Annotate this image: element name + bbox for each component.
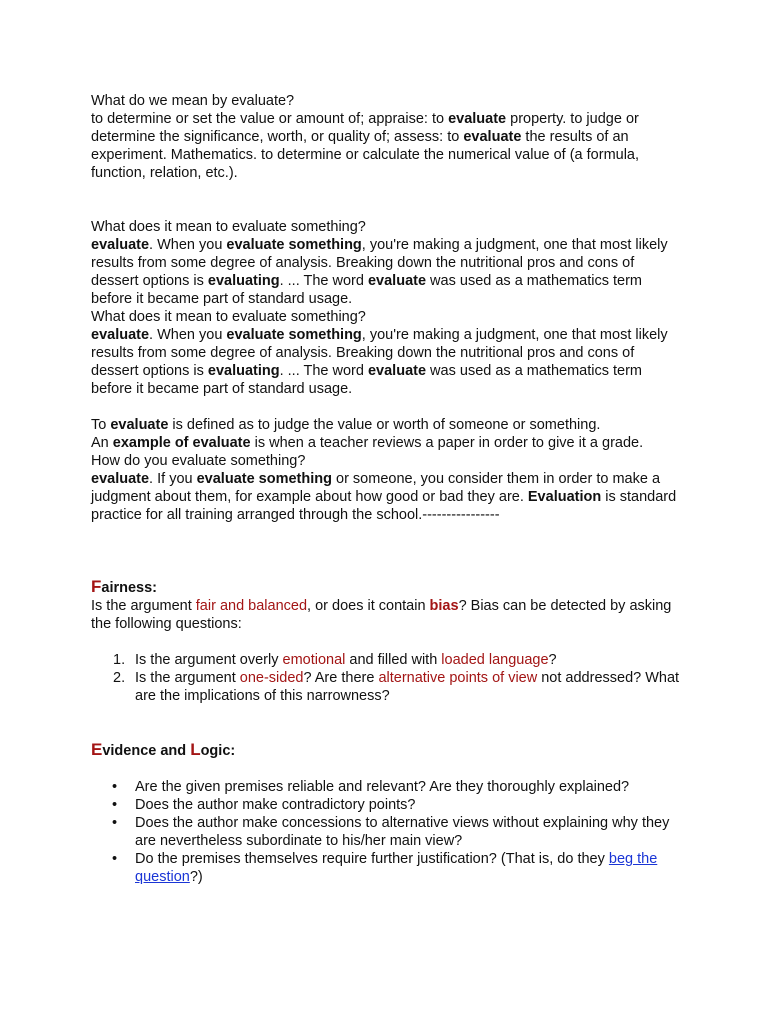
bullet-icon: • [112, 797, 118, 813]
question-what-does-it-mean: What does it mean to evaluate something? [91, 219, 366, 235]
fairness-heading: Fairness: [91, 577, 158, 596]
question-what-does-it-mean-repeat: What does it mean to evaluate something? [91, 309, 366, 325]
bullet-icon: • [112, 779, 118, 795]
question-what-do-we-mean: What do we mean by evaluate? [91, 93, 295, 109]
answer-paragraph-repeat: evaluate. When you evaluate something, you're making a judgment, one that most likely results from some degree of analysis. Breaking down the nutritional pros and cons of dessert options is evaluating. ... The word evaluate was used as a mathematics term before it became part of standard usage. [91, 327, 668, 397]
list-item: • Does the author make contradictory points? [112, 797, 416, 813]
definition-paragraph: to determine or set the value or amount of; appraise: to evaluate property. to judge or determine the significance, worth, or quality of; assess: to evaluate the results of an experiment. Mathematics. to determine or calculate the numerical value of (a formula, function, relation, etc.). [91, 111, 640, 181]
bullet-icon: • [112, 851, 118, 867]
answer-paragraph: evaluate. When you evaluate something, you're making a judgment, one that most likely results from some degree of analysis. Breaking down the nutritional pros and cons of dessert options is evaluating. ... The word evaluate was used as a mathematics term before it became part of standard usage. [91, 237, 668, 307]
list-item: • Do the premises themselves require further justification? (That is, do they beg the question?) [112, 851, 658, 885]
example-line: An example of evaluate is when a teacher reviews a paper in order to give it a grade. [91, 435, 644, 451]
beg-the-question-link[interactable]: beg the question [135, 851, 658, 885]
list-item: 1. Is the argument overly emotional and filled with loaded language? [113, 652, 557, 668]
bullet-icon: • [112, 815, 118, 831]
definition-line: To evaluate is defined as to judge the value or worth of someone or something. [91, 417, 601, 433]
evidence-question-list [91, 778, 681, 886]
list-item: • Does the author make concessions to alternative views without explaining why they are nevertheless subordinate to his/her main view? [112, 815, 670, 849]
list-item: • Are the given premises reliable and relevant? Are they thoroughly explained? [112, 779, 630, 795]
question-how-do-you-evaluate: How do you evaluate something? [91, 453, 306, 469]
list-item: 2. Is the argument one-sided? Are there alternative points of view not addressed? What are the implications of this narrowness? [113, 670, 680, 704]
evaluate-explanation: evaluate. If you evaluate something or someone, you consider them in order to make a judgment about them, for example about how good or bad they are. Evaluation is standard practice for all training arranged through the school.---------------- [91, 471, 677, 523]
document-page [91, 92, 681, 886]
fairness-intro: Is the argument fair and balanced, or does it contain bias? Bias can be detected by asking the following questions: [91, 598, 672, 632]
evidence-logic-heading: Evidence and Logic: [91, 740, 236, 759]
fairness-question-list [91, 651, 681, 705]
